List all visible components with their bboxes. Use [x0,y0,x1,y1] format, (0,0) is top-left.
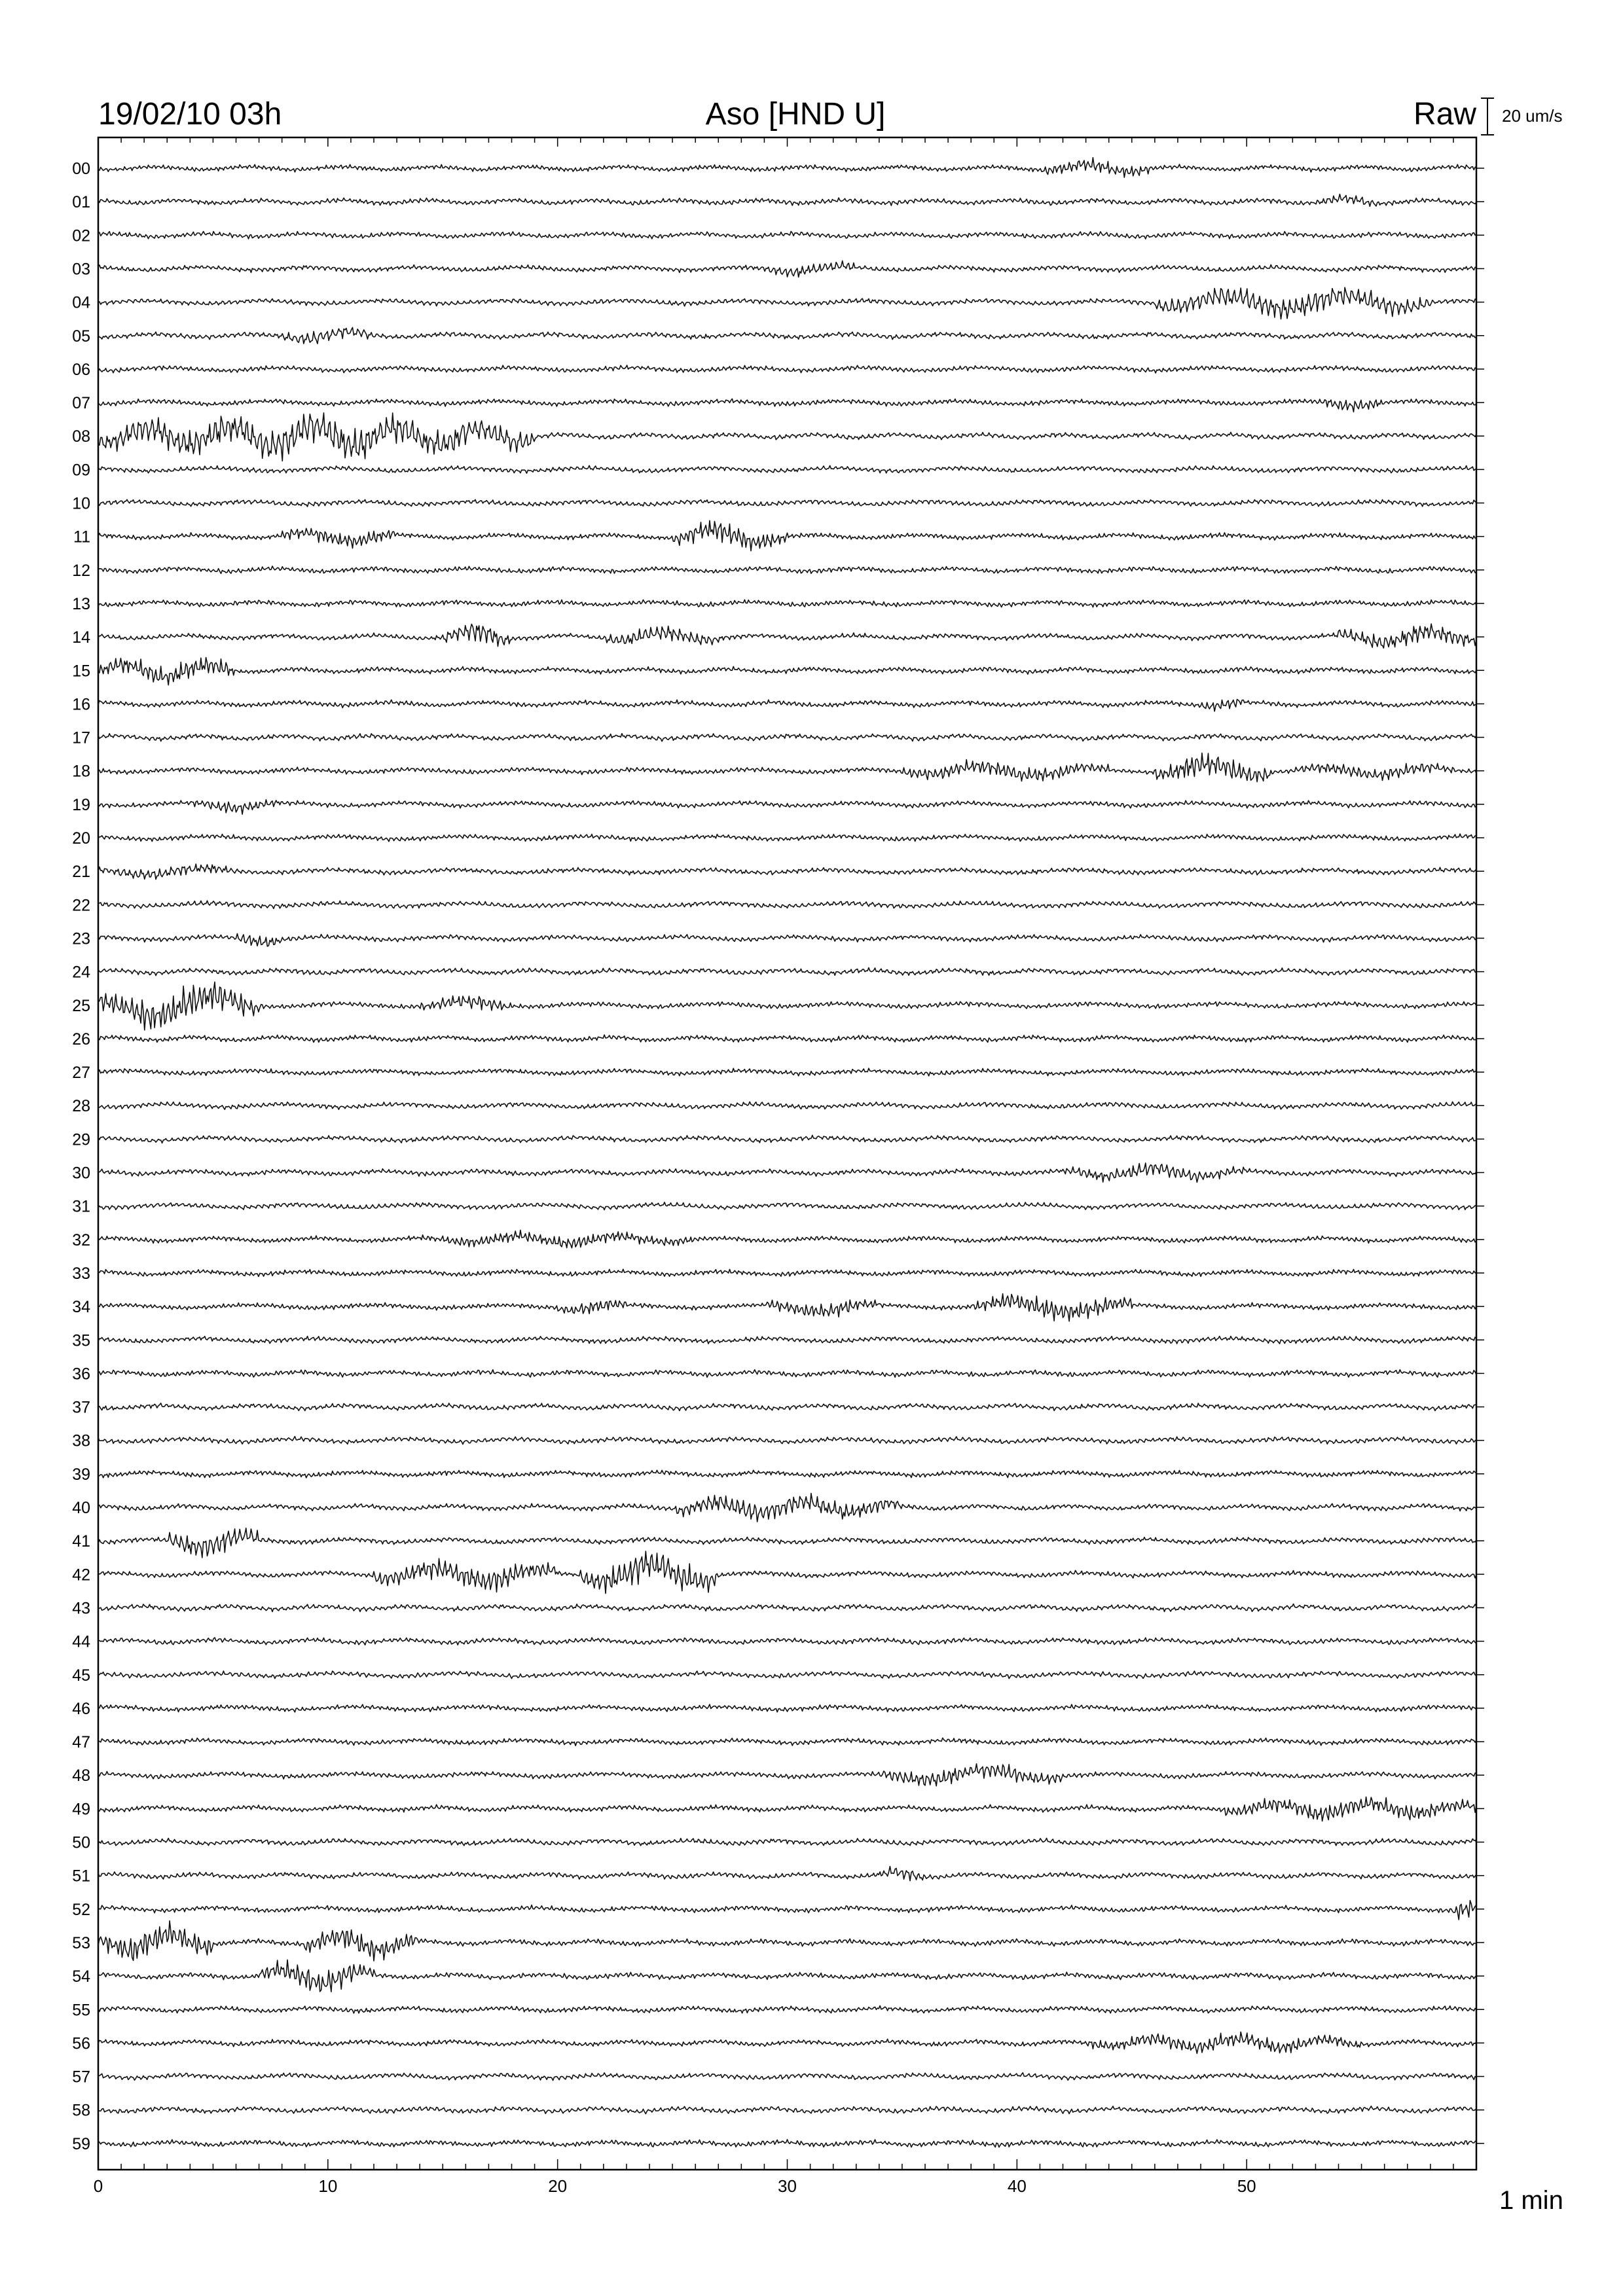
trace-row-30 [98,1163,1476,1182]
trace-row-16 [98,700,1476,711]
trace-row-21 [98,864,1476,879]
trace-rows [98,158,1484,2147]
row-label: 11 [73,528,90,547]
row-label: 48 [72,1767,90,1785]
row-label: 08 [72,427,90,446]
row-label: 03 [72,260,90,279]
trace-row-02 [98,232,1476,240]
trace-row-53 [98,1921,1476,1961]
trace-row-24 [98,968,1476,976]
trace-row-12 [98,566,1476,573]
row-label: 00 [72,160,90,178]
row-label: 31 [72,1197,90,1216]
row-label: 04 [72,293,90,312]
row-label: 35 [72,1331,90,1350]
x-tick-label: 20 [548,2176,568,2196]
trace-row-35 [98,1336,1476,1344]
trace-row-18 [98,753,1476,782]
trace-row-13 [98,600,1476,607]
row-label: 39 [72,1465,90,1484]
trace-row-44 [98,1638,1476,1645]
chart-title: Aso [HND U] [705,97,886,132]
x-tick-label: 10 [318,2176,338,2196]
trace-row-10 [98,499,1476,507]
top-minor-ticks [98,137,1476,147]
row-label: 30 [72,1164,90,1183]
x-tick-label: 30 [778,2176,797,2196]
trace-row-22 [98,901,1476,908]
trace-row-05 [98,327,1476,344]
row-label: 17 [72,728,90,747]
trace-row-34 [98,1294,1476,1321]
row-label: 01 [72,193,90,212]
row-label: 53 [72,1933,90,1952]
trace-row-04 [98,287,1476,319]
row-label: 12 [72,561,90,580]
row-label: 20 [72,829,90,848]
x-axis-unit-label: 1 min [1499,2186,1563,2215]
trace-row-36 [98,1370,1476,1378]
row-label: 58 [72,2101,90,2120]
trace-row-45 [98,1671,1476,1679]
trace-row-08 [98,413,1476,461]
row-label: 57 [72,2068,90,2087]
trace-row-03 [98,261,1476,278]
trace-row-52 [98,1901,1476,1920]
row-label: 32 [72,1230,90,1249]
trace-row-14 [98,624,1476,648]
amplitude-scale-label: 20 um/s [1502,106,1563,126]
x-tick-labels [94,2176,1256,2196]
row-label: 16 [72,695,90,714]
trace-row-28 [98,1102,1476,1109]
trace-row-23 [98,934,1476,946]
x-tick-label: 40 [1007,2176,1027,2196]
row-label: 33 [72,1264,90,1283]
row-label: 40 [72,1499,90,1517]
plot-frame [98,137,1476,2170]
x-tick-label: 0 [93,2176,103,2196]
row-label: 54 [72,1967,90,1986]
row-label: 42 [72,1566,90,1585]
trace-row-17 [98,734,1476,742]
trace-row-37 [98,1403,1476,1411]
row-label: 59 [72,2134,90,2153]
trace-row-00 [98,158,1476,177]
trace-row-57 [98,2073,1476,2081]
row-label: 18 [72,762,90,781]
trace-row-58 [98,2106,1476,2114]
trace-row-06 [98,365,1476,373]
trace-row-40 [98,1494,1476,1522]
row-label: 05 [72,327,90,346]
trace-row-33 [98,1269,1476,1276]
trace-row-41 [98,1528,1476,1558]
row-label: 52 [72,1900,90,1919]
row-label: 34 [72,1298,90,1317]
row-label: 37 [72,1398,90,1417]
trace-row-27 [98,1068,1476,1076]
row-label: 21 [72,863,90,882]
trace-row-46 [98,1704,1476,1712]
trace-row-38 [98,1437,1476,1444]
row-label: 28 [72,1097,90,1116]
mode-label: Raw [1413,97,1476,132]
row-label: 23 [72,929,90,948]
row-label: 41 [72,1532,90,1551]
trace-row-01 [98,194,1476,207]
trace-row-47 [98,1738,1476,1746]
trace-row-59 [98,2140,1476,2147]
row-label: 22 [72,896,90,915]
row-label: 15 [72,662,90,681]
row-label: 26 [72,1030,90,1049]
row-label: 09 [72,461,90,480]
row-label: 14 [72,628,90,647]
row-label: 36 [72,1365,90,1384]
trace-row-55 [98,2006,1476,2014]
row-label: 27 [72,1064,90,1083]
row-label: 24 [72,963,90,982]
row-label: 43 [72,1599,90,1618]
row-label: 25 [72,996,90,1015]
row-label: 49 [72,1800,90,1819]
row-label: 50 [72,1833,90,1852]
row-label: 56 [72,2034,90,2053]
row-label: 38 [72,1431,90,1450]
trace-row-54 [98,1960,1476,1992]
x-tick-label: 50 [1237,2176,1256,2196]
trace-row-39 [98,1470,1476,1478]
trace-row-09 [98,465,1476,473]
row-label: 19 [72,795,90,814]
row-label: 13 [72,594,90,613]
row-label: 45 [72,1666,90,1685]
trace-row-29 [98,1136,1476,1143]
trace-row-50 [98,1839,1476,1846]
trace-row-11 [98,520,1476,550]
trace-row-43 [98,1604,1476,1612]
trace-row-25 [98,982,1476,1030]
trace-row-32 [98,1230,1476,1248]
row-label: 29 [72,1130,90,1149]
record-datetime: 19/02/10 03h [98,97,282,132]
trace-row-15 [98,658,1476,685]
bottom-axis-ticks [98,2159,1476,2170]
row-label: 10 [72,494,90,513]
row-label: 06 [72,360,90,379]
row-labels [72,160,90,2153]
row-label: 07 [72,394,90,413]
row-label: 46 [72,1699,90,1718]
row-label: 47 [72,1733,90,1752]
row-label: 55 [72,2001,90,2020]
trace-row-19 [98,800,1476,814]
row-label: 02 [72,226,90,245]
trace-row-56 [98,2032,1476,2054]
trace-row-49 [98,1797,1476,1821]
trace-row-31 [98,1202,1476,1210]
trace-row-07 [98,399,1476,412]
row-label: 44 [72,1632,90,1651]
trace-row-20 [98,834,1476,842]
trace-row-42 [98,1551,1476,1594]
trace-row-51 [98,1867,1476,1881]
trace-row-48 [98,1764,1476,1786]
trace-row-26 [98,1035,1476,1042]
row-label: 51 [72,1867,90,1886]
amplitude-scale-bar [1481,98,1563,135]
